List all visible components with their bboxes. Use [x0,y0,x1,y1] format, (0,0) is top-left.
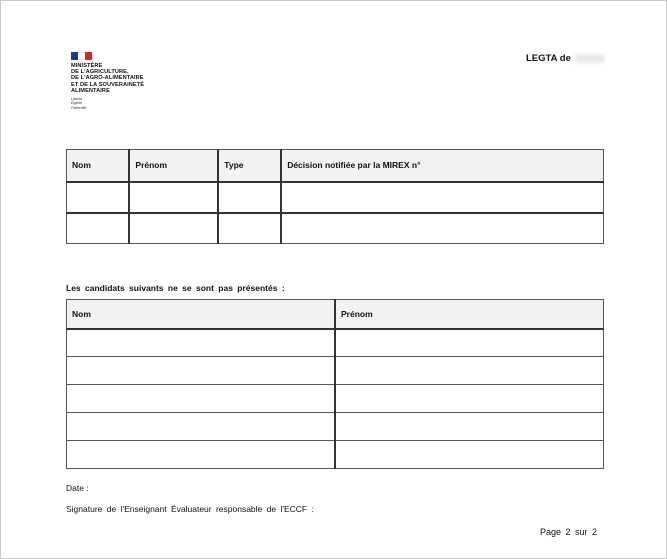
table-cell[interactable] [67,182,130,213]
column-header-nom: Nom [67,150,130,182]
date-label: Date : [66,483,89,493]
column-header-type: Type [218,150,281,182]
republic-motto [71,97,144,110]
ministry-line: DE L'AGRO-ALIMENTAIRE [71,75,144,82]
absent-candidates-title: Les candidats suivants ne se sont pas présentés : [66,283,285,293]
column-header-nom: Nom [67,300,335,329]
table-row [67,213,604,244]
table-cell[interactable] [129,182,218,213]
absent-candidates-table [66,299,604,469]
table-cell[interactable] [218,213,281,244]
ministry-line: ALIMENTAIRE [71,87,110,94]
table-row [67,385,604,413]
ministry-logo [71,52,144,110]
table-row [67,182,604,213]
french-flag-icon [71,52,92,60]
table-cell[interactable] [335,357,604,385]
legta-label: LEGTA de [526,53,571,64]
ministry-line: MINISTÈRE [71,63,103,69]
motto-line: Égalité [71,101,82,106]
page-number: Page 2 sur 2 [540,527,598,537]
table-cell[interactable] [281,213,603,244]
ministry-line: DE L'AGRICULTURE, [71,69,129,76]
signature-label: Signature de l'Enseignant Évaluateur responsable de l'ECCF : [66,504,314,514]
table-cell[interactable] [335,329,604,357]
table-row [67,441,604,469]
redacted-name [575,54,605,63]
table-row [67,329,604,357]
column-header-prenom: Prénom [129,150,218,182]
table-cell[interactable] [67,213,130,244]
motto-line: Liberté [71,97,82,102]
table-cell[interactable] [129,213,218,244]
table-header-row [67,300,604,329]
table-cell[interactable] [67,329,335,357]
table-header-row [67,150,604,182]
column-header-decision: Décision notifiée par la MIREX n° [281,150,603,182]
table-cell[interactable] [335,441,604,469]
table-cell[interactable] [67,413,335,441]
column-header-prenom: Prénom [335,300,604,329]
ministry-line: ET DE LA SOUVERAINETÉ [71,81,145,88]
motto-line: Fraternité [71,105,87,110]
table-row [67,413,604,441]
table-row [67,357,604,385]
ministry-name [71,63,144,94]
table-cell[interactable] [335,385,604,413]
table-cell[interactable] [335,413,604,441]
table-cell[interactable] [218,182,281,213]
legta-header [526,53,605,64]
table-cell[interactable] [67,441,335,469]
decision-table [66,149,604,244]
table-cell[interactable] [67,385,335,413]
table-cell[interactable] [281,182,603,213]
table-cell[interactable] [67,357,335,385]
